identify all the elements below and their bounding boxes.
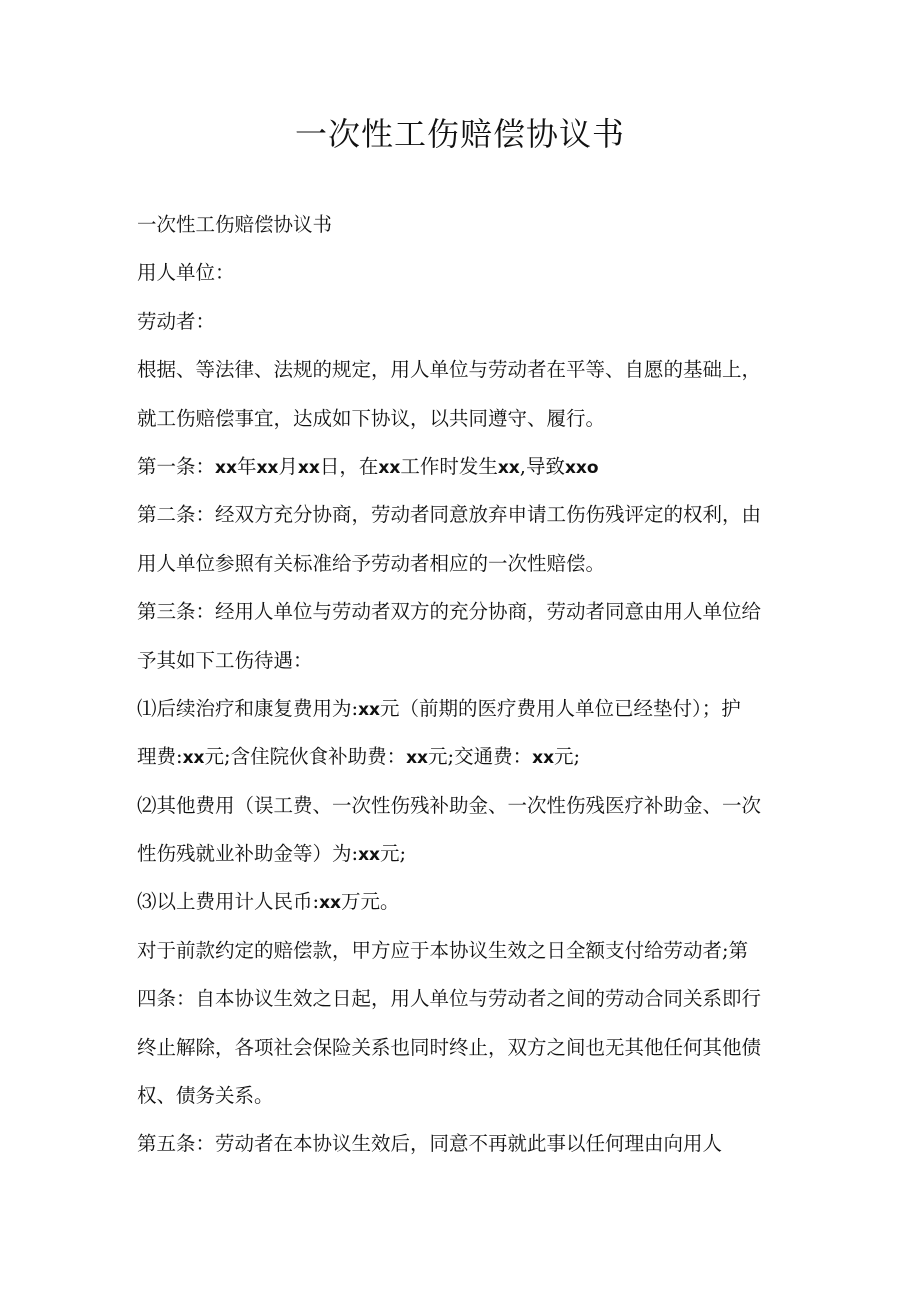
- item-3-line: ⑶以上费用计人民币:xx万元。: [137, 890, 400, 914]
- payment-line: 对于前款约定的赔偿款，甲方应于本协议生效之日全额支付给劳动者;第: [137, 938, 749, 962]
- worker-line: 劳动者：: [137, 309, 216, 333]
- article-4-line-1: 四条：自本协议生效之日起，用人单位与劳动者之间的劳动合同关系即行: [137, 987, 762, 1011]
- preamble-line-1: 根据、等法律、法规的规定，用人单位与劳动者在平等、自愿的基础上，: [137, 358, 762, 382]
- item-1-line-2: 理费:xx元;含住院伙食补助费：xx元;交通费：xx元;: [137, 745, 581, 769]
- document-body: [137, 201, 787, 1169]
- article-3-line-2: 予其如下工伤待遇：: [137, 648, 313, 672]
- preamble-line-2: 就工伤赔偿事宜，达成如下协议，以共同遵守、履行。: [137, 406, 606, 430]
- article-2-line-1: 第二条：经双方充分协商，劳动者同意放弃申请工伤伤残评定的权利，由: [137, 503, 762, 527]
- article-3-line-1: 第三条：经用人单位与劳动者双方的充分协商，劳动者同意由用人单位给: [137, 600, 762, 624]
- item-2-line-2: 性伤残就业补助金等）为:xx元;: [137, 842, 407, 866]
- item-1-line-1: ⑴后续治疗和康复费用为:xx元（前期的医疗费用人单位已经垫付）；护: [137, 696, 741, 720]
- article-4-line-2: 终止解除，各项社会保险关系也同时终止，双方之间也无其他任何其他债: [137, 1035, 762, 1059]
- subtitle-line: 一次性工伤赔偿协议书: [137, 213, 333, 236]
- article-1-line: 第一条：xx年xx月xx日，在xx工作时发生xx,导致xxo: [137, 454, 599, 478]
- article-5-line: 第五条：劳动者在本协议生效后，同意不再就此事以任何理由向用人: [137, 1132, 723, 1156]
- item-2-line-1: ⑵其他费用（误工费、一次性伤残补助金、一次性伤残医疗补助金、一次: [137, 793, 762, 817]
- article-2-line-2: 用人单位参照有关标准给予劳动者相应的一次性赔偿。: [137, 551, 606, 575]
- employer-line: 用人单位：: [137, 261, 235, 285]
- article-4-line-3: 权、债务关系。: [137, 1084, 274, 1108]
- document-title: 一次性工伤赔偿协议书: [294, 115, 625, 153]
